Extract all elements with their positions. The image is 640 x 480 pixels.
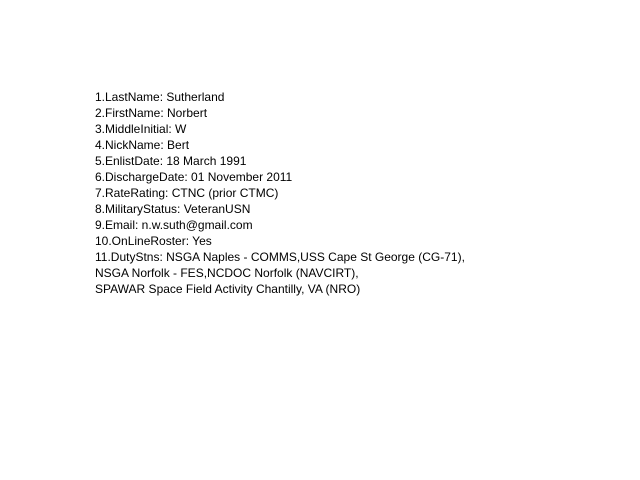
enlist-date-line: 5.EnlistDate: 18 March 1991 <box>95 154 247 168</box>
nick-name-line: 4.NickName: Bert <box>95 138 190 152</box>
discharge-date-line: 6.DischargeDate: 01 November 2011 <box>95 170 293 184</box>
military-status-line: 8.MilitaryStatus: VeteranUSN <box>95 202 251 216</box>
duty-stations-line-continued-2: SPAWAR Space Field Activity Chantilly, VA (NRO) <box>95 282 361 296</box>
member-record <box>95 89 465 297</box>
duty-stations-line-continued: NSGA Norfolk - FES,NCDOC Norfolk (NAVCIRT), <box>95 266 359 280</box>
middle-initial-line: 3.MiddleInitial: W <box>95 122 187 136</box>
online-roster-line: 10.OnLineRoster: Yes <box>95 234 212 248</box>
duty-stations-line: 11.DutyStns: NSGA Naples - COMMS,USS Cape St George (CG-71), <box>95 250 465 264</box>
email-line: 9.Email: n.w.suth@gmail.com <box>95 218 253 232</box>
last-name-line: 1.LastName: Sutherland <box>95 90 225 104</box>
rate-rating-line: 7.RateRating: CTNC (prior CTMC) <box>95 186 279 200</box>
first-name-line: 2.FirstName: Norbert <box>95 106 208 120</box>
